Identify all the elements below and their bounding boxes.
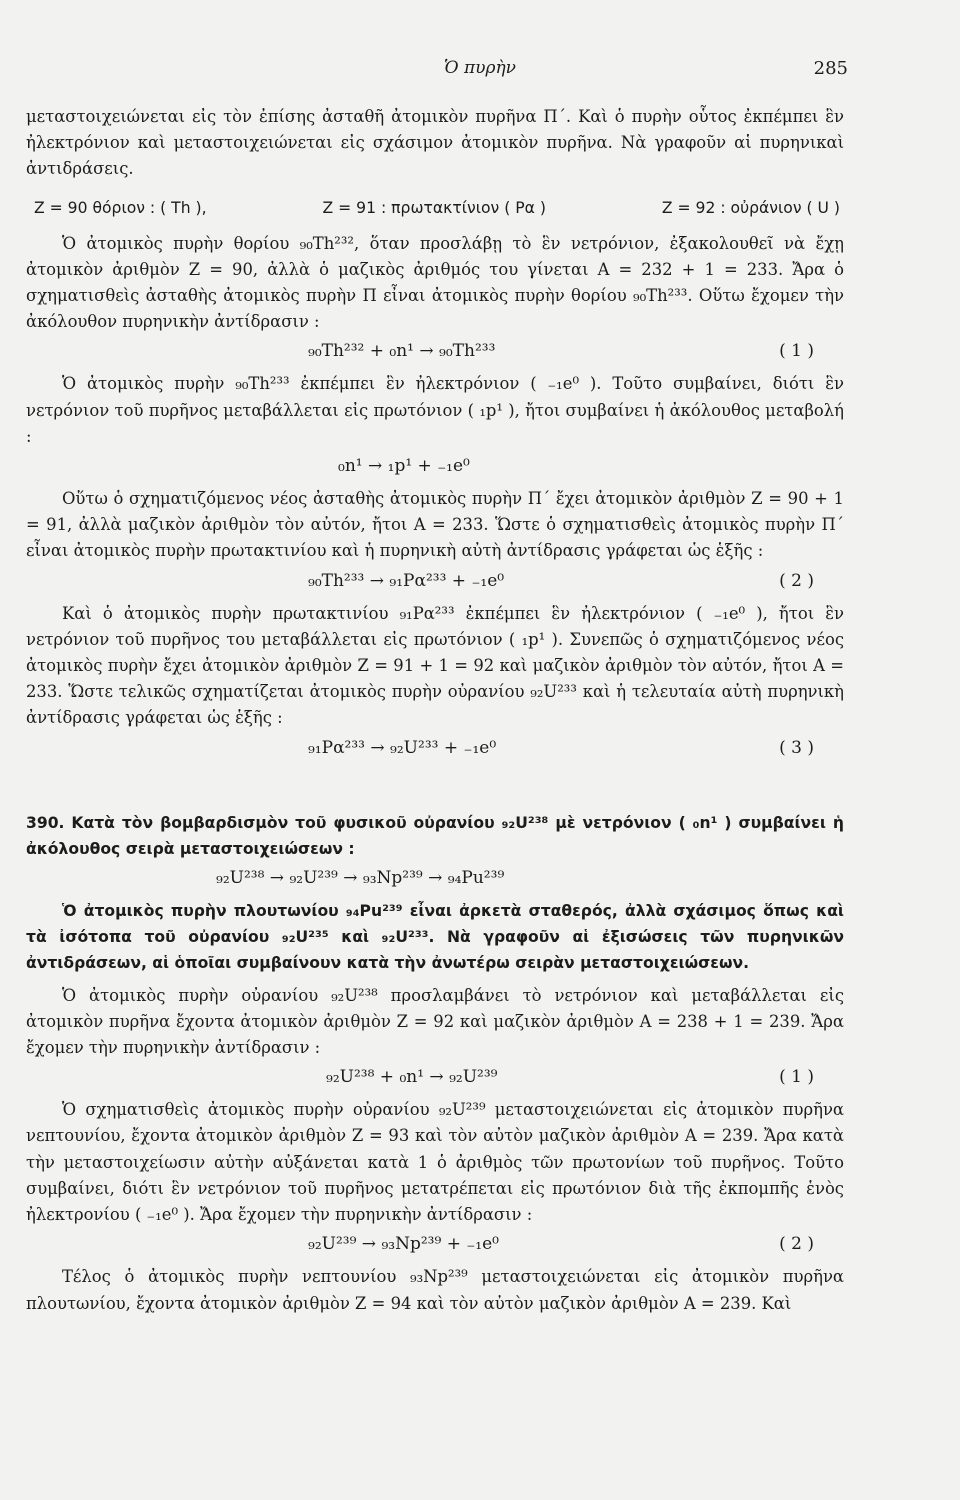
equation-number: ( 2 ) — [779, 1234, 814, 1255]
equation-formula: ₉₀Th²³² + ₀n¹ → ₉₀Th²³³ — [308, 341, 496, 362]
equation-formula: ₉₂U²³⁸ → ₉₂U²³⁹ → ₉₃Np²³⁹ → ₉₄Pu²³⁹ — [216, 868, 505, 889]
section-390-heading: 390. Κατὰ τὸν βομβαρδισμὸν τοῦ φυσικοῦ οὐρανίου ₉₂U²³⁸ μὲ νετρόνιον ( ₀n¹ ) συμβαίνει ἡ ἀκόλουθος σειρὰ μεταστοιχειώσεων : — [26, 813, 844, 858]
equation-formula: ₉₁Pα²³³ → ₉₂U²³³ + ₋₁e⁰ — [308, 737, 497, 758]
page-header — [0, 58, 960, 88]
equation-formula: ₉₀Th²³³ → ₉₁Pα²³³ + ₋₁e⁰ — [308, 570, 505, 591]
element-protactinium: Ζ = 91 : πρωτακτίνιον ( Pα ) — [322, 198, 546, 217]
equation-number: ( 3 ) — [779, 737, 814, 758]
equation — [26, 339, 844, 369]
element-list — [26, 199, 844, 217]
element-thorium: Ζ = 90 θόριον : ( Th ), — [34, 198, 207, 217]
equation-number: ( 1 ) — [779, 341, 814, 362]
equation-number: ( 1 ) — [779, 1067, 814, 1088]
equation — [26, 866, 844, 896]
equation-formula: ₀n¹ → ₁p¹ + ₋₁e⁰ — [338, 456, 470, 477]
equation — [26, 454, 844, 484]
paragraph: μεταστοιχειώνεται εἰς τὸν ἐπίσης ἀσταθῆ ἀτομικὸν πυρῆνα Π΄. Καὶ ὁ πυρὴν οὗτος ἐκπέμπει ἓν ἠλεκτρόνιον καὶ μεταστοιχειώνεται εἰς σχάσιμον ἀτομικὸν πυρῆνα. Νὰ γραφοῦν αἱ πυρηνικαὶ ἀντιδράσεις. — [26, 107, 844, 179]
page-body — [26, 104, 844, 1317]
equation-formula: ₉₂U²³⁸ + ₀n¹ → ₉₂U²³⁹ — [326, 1067, 498, 1088]
paragraph: Οὕτω ὁ σχηματιζόμενος νέος ἀσταθὴς ἀτομικὸς πυρὴν Π΄ ἔχει ἀτομικὸν ἀριθμὸν Ζ = 90 + 1 = 91, ἀλλὰ μαζικὸν ἀριθμὸν τὸν αὐτόν, ἤτοι Α = 233. Ὥστε ὁ σχηματισθεὶς ἀτομικὸς πυρὴν Π΄ εἶναι ἀτομικὸς πυρὴν πρωτακτινίου καὶ ἡ πυρηνικὴ αὐτὴ ἀντίδρασις γράφεται ὡς ἑξῆς : — [26, 489, 844, 561]
equation — [26, 736, 844, 766]
paragraph: Ὁ ἀτομικὸς πυρὴν ₉₀Th²³³ ἐκπέμπει ἓν ἠλεκτρόνιον ( ₋₁e⁰ ). Τοῦτο συμβαίνει, διότι ἓν νετρόνιον τοῦ πυρῆνος μεταβάλλεται εἰς πρωτόνιον ( ₁p¹ ), ἤτοι συμβαίνει ἡ ἀκόλουθος μεταβολή : — [26, 374, 844, 446]
page-number: 285 — [813, 58, 848, 79]
equation-number: ( 2 ) — [779, 570, 814, 591]
problem-statement: Ὁ ἀτομικὸς πυρὴν πλουτωνίου ₉₄Pu²³⁹ εἶναι ἀρκετὰ σταθερός, ἀλλὰ σχάσιμος ὅπως καὶ τὰ ἰσότοπα τοῦ οὐρανίου ₉₂U²³⁵ καὶ ₉₂U²³³. Νὰ γραφοῦν αἱ ἐξισώσεις τῶν πυρηνικῶν ἀντιδράσεων, αἱ ὁποῖαι συμβαίνουν κατὰ τὴν ἀνωτέρω σειρὰν μεταστοιχειώσεων. — [26, 902, 844, 973]
equation — [26, 1065, 844, 1095]
paragraph: Ὁ ἀτομικὸς πυρὴν οὐρανίου ₉₂U²³⁸ προσλαμβάνει τὸ νετρόνιον καὶ μεταβάλλεται εἰς ἀτομικὸν πυρῆνα ἔχοντα ἀτομικὸν ἀριθμὸν Ζ = 92 καὶ μαζικὸν ἀριθμὸν Α = 238 + 1 = 239. Ἄρα ἔχομεν τὴν πυρηνικὴν ἀντίδρασιν : — [26, 985, 844, 1058]
running-title: Ὁ πυρὴν — [443, 58, 517, 78]
paragraph: Καὶ ὁ ἀτομικὸς πυρὴν πρωτακτινίου ₉₁Pα²³³ ἐκπέμπει ἓν ἠλεκτρόνιον ( ₋₁e⁰ ), ἤτοι ἓν νετρόνιον τοῦ πυρῆνος του μεταβάλλεται εἰς πρωτόνιον ( ₁p¹ ). Συνεπῶς ὁ σχηματιζόμενος νέος ἀτομικὸς πυρὴν ἔχει ἀτομικὸν ἀριθμὸν Ζ = 91 + 1 = 92 καὶ μαζικὸν ἀριθμὸν τὸν αὐτόν, ἤτοι Α = 233. Ὥστε τελικῶς σχηματίζεται ἀτομικὸς πυρὴν οὐρανίου ₉₂U²³³ καὶ ἡ τελευταία αὐτὴ πυρηνικὴ ἀντίδρασις γράφεται ὡς ἑξῆς : — [26, 603, 844, 728]
equation-formula: ₉₂U²³⁹ → ₉₃Np²³⁹ + ₋₁e⁰ — [308, 1234, 500, 1255]
equation — [26, 569, 844, 599]
paragraph: Ὁ ἀτομικὸς πυρὴν θορίου ₉₀Th²³², ὅταν προσλάβῃ τὸ ἓν νετρόνιον, ἐξακολουθεῖ νὰ ἔχῃ ἀτομικὸν ἀριθμὸν Ζ = 90, ἀλλὰ ὁ μαζικὸς ἀριθμός του γίνεται Α = 232 + 1 = 233. Ἄρα ὁ σχηματισθεὶς ἀσταθὴς ἀτομικὸς πυρὴν Π εἶναι ἀτομικὸς πυρὴν θορίου ₉₀Th²³³. Οὕτω ἔχομεν τὴν ἀκόλουθον πυρηνικὴν ἀντίδρασιν : — [26, 233, 844, 332]
paragraph: Τέλος ὁ ἀτομικὸς πυρὴν νεπτουνίου ₉₃Np²³⁹ μεταστοιχειώνεται εἰς ἀτομικὸν πυρῆνα πλουτωνίου, ἔχοντα ἀτομικὸν ἀριθμὸν Ζ = 94 καὶ τὸν αὐτὸν μαζικὸν ἀριθμὸν Α = 239. Καὶ — [26, 1267, 844, 1313]
equation — [26, 1232, 844, 1262]
paragraph: Ὁ σχηματισθεὶς ἀτομικὸς πυρὴν οὐρανίου ₉₂U²³⁹ μεταστοιχειώνεται εἰς ἀτομικὸν πυρῆνα νεπτουνίου, ἔχοντα ἀτομικὸν ἀριθμὸν Ζ = 93 καὶ τὸν αὐτὸν μαζικὸν ἀριθμὸν Α = 239. Ἄρα κατὰ τὴν μεταστοιχείωσιν αὐτὴν αὐξάνεται κατὰ 1 ὁ ἀριθμὸς τῶν πρωτονίων τοῦ πυρῆνος. Τοῦτο συμβαίνει, διότι ἓν νετρόνιον τοῦ πυρῆνος μετατρέπεται εἰς πρωτόνιον διὰ τῆς ἐκπομπῆς ἑνὸς ἠλεκτρονίου ( ₋₁e⁰ ). Ἄρα ἔχομεν τὴν πυρηνικὴν ἀντίδρασιν : — [26, 1100, 844, 1225]
element-uranium: Ζ = 92 : οὐράνιον ( U ) — [661, 198, 840, 217]
